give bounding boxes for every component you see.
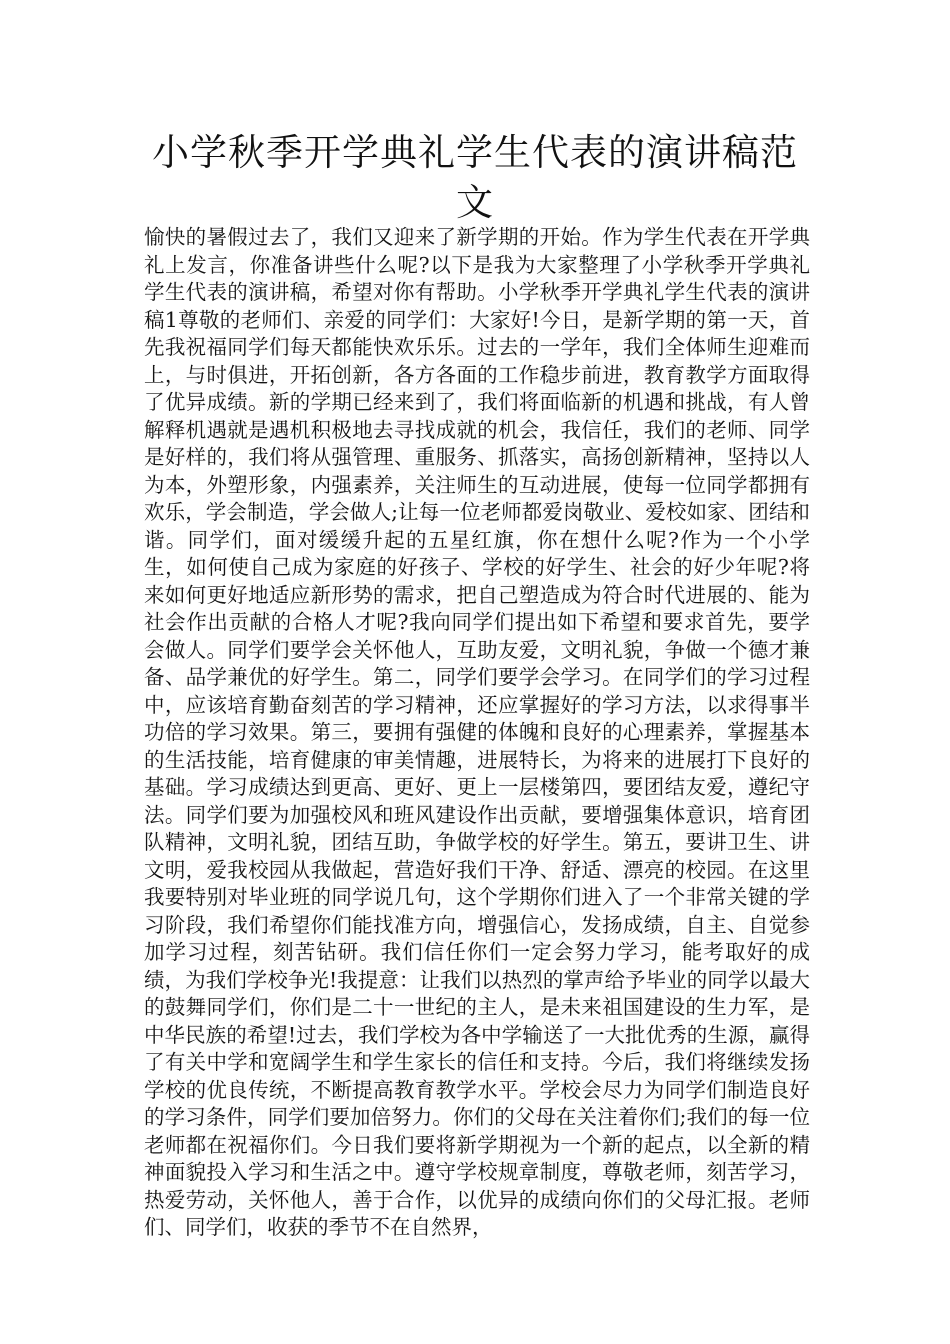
document-title: 小学秋季开学典礼学生代表的演讲稿范文 bbox=[152, 131, 798, 224]
document-body: 愉快的暑假过去了，我们又迎来了新学期的开始。作为学生代表在开学典礼上发言，你准备讲些什么呢?以下是我为大家整理了小学秋季开学典礼学生代表的演讲稿，希望对你有帮助。小学秋季开学典礼学生代表的演讲稿1尊敬的老师们、亲爱的同学们：大家好!今日，是新学期的第一天，首先我祝福同学们每天都能快欢乐乐。过去的一学年，我们全体师生迎难而上，与时俱进，开拓创新，各方各面的工作稳步前进，教育教学方面取得了优异成绩。新的学期已经来到了，我们将面临新的机遇和挑战，有人曾解释机遇就是遇机积极地去寻找成就的机会，我信任，我们的老师、同学是好样的，我们将从强管理、重服务、抓落实，高扬创新精神，坚持以人为本，外塑形象，内强素养，关注师生的互动进展，使每一位同学都拥有欢乐，学会制造，学会做人;让每一位老师都爱岗敬业、爱校如家、团结和谐。同学们，面对缓缓升起的五星红旗，你在想什么呢?作为一个小学生，如何使自己成为家庭的好孩子、学校的好学生、社会的好少年呢?将来如何更好地适应新形势的需求，把自己塑造成为符合时代进展的、能为社会作出贡献的合格人才呢?我向同学们提出如下希望和要求首先，要学会做人。同学们要学会关怀他人，互助友爱，文明礼貌，争做一个德才兼备、品学兼优的好学生。第二，同学们要学会学习。在同学们的学习过程中，应该培育勤奋刻苦的学习精神，还应掌握好的学习方法，以求得事半功倍的学习效果。第三，要拥有强健的体魄和良好的心理素养，掌握基本的生活技能，培育健康的审美情趣，进展特长，为将来的进展打下良好的基础。学习成绩达到更高、更好、更上一层楼第四，要团结友爱，遵纪守法。同学们要为加强校风和班风建设作出贡献，要增强集体意识，培育团队精神，文明礼貌，团结互助，争做学校的好学生。第五，要讲卫生、讲文明，爱我校园从我做起，营造好我们干净、舒适、漂亮的校园。在这里我要特别对毕业班的同学说几句，这个学期你们进入了一个非常关键的学习阶段，我们希望你们能找准方向，增强信心，发扬成绩，自主、自觉参加学习过程，刻苦钻研。我们信任你们一定会努力学习，能考取好的成绩，为我们学校争光!我提意：让我们以热烈的掌声给予毕业的同学以最大的鼓舞同学们，你们是二十一世纪的主人，是未来祖国建设的生力军，是中华民族的希望!过去，我们学校为各中学输送了一大批优秀的生源，赢得了有关中学和宽阔学生和学生家长的信任和支持。今后，我们将继续发扬学校的优良传统，不断提高教育教学水平。学校会尽力为同学们制造良好的学习条件，同学们要加倍努力。你们的父母在关注着你们;我们的每一位老师都在祝福你们。今日我们要将新学期视为一个新的起点，以全新的精神面貌投入学习和生活之中。遵守学校规章制度，尊敬老师，刻苦学习，热爱劳动，关怀他人，善于合作，以优异的成绩向你们的父母汇报。老师们、同学们，收获的季节不在自然界， bbox=[144, 225, 810, 1239]
